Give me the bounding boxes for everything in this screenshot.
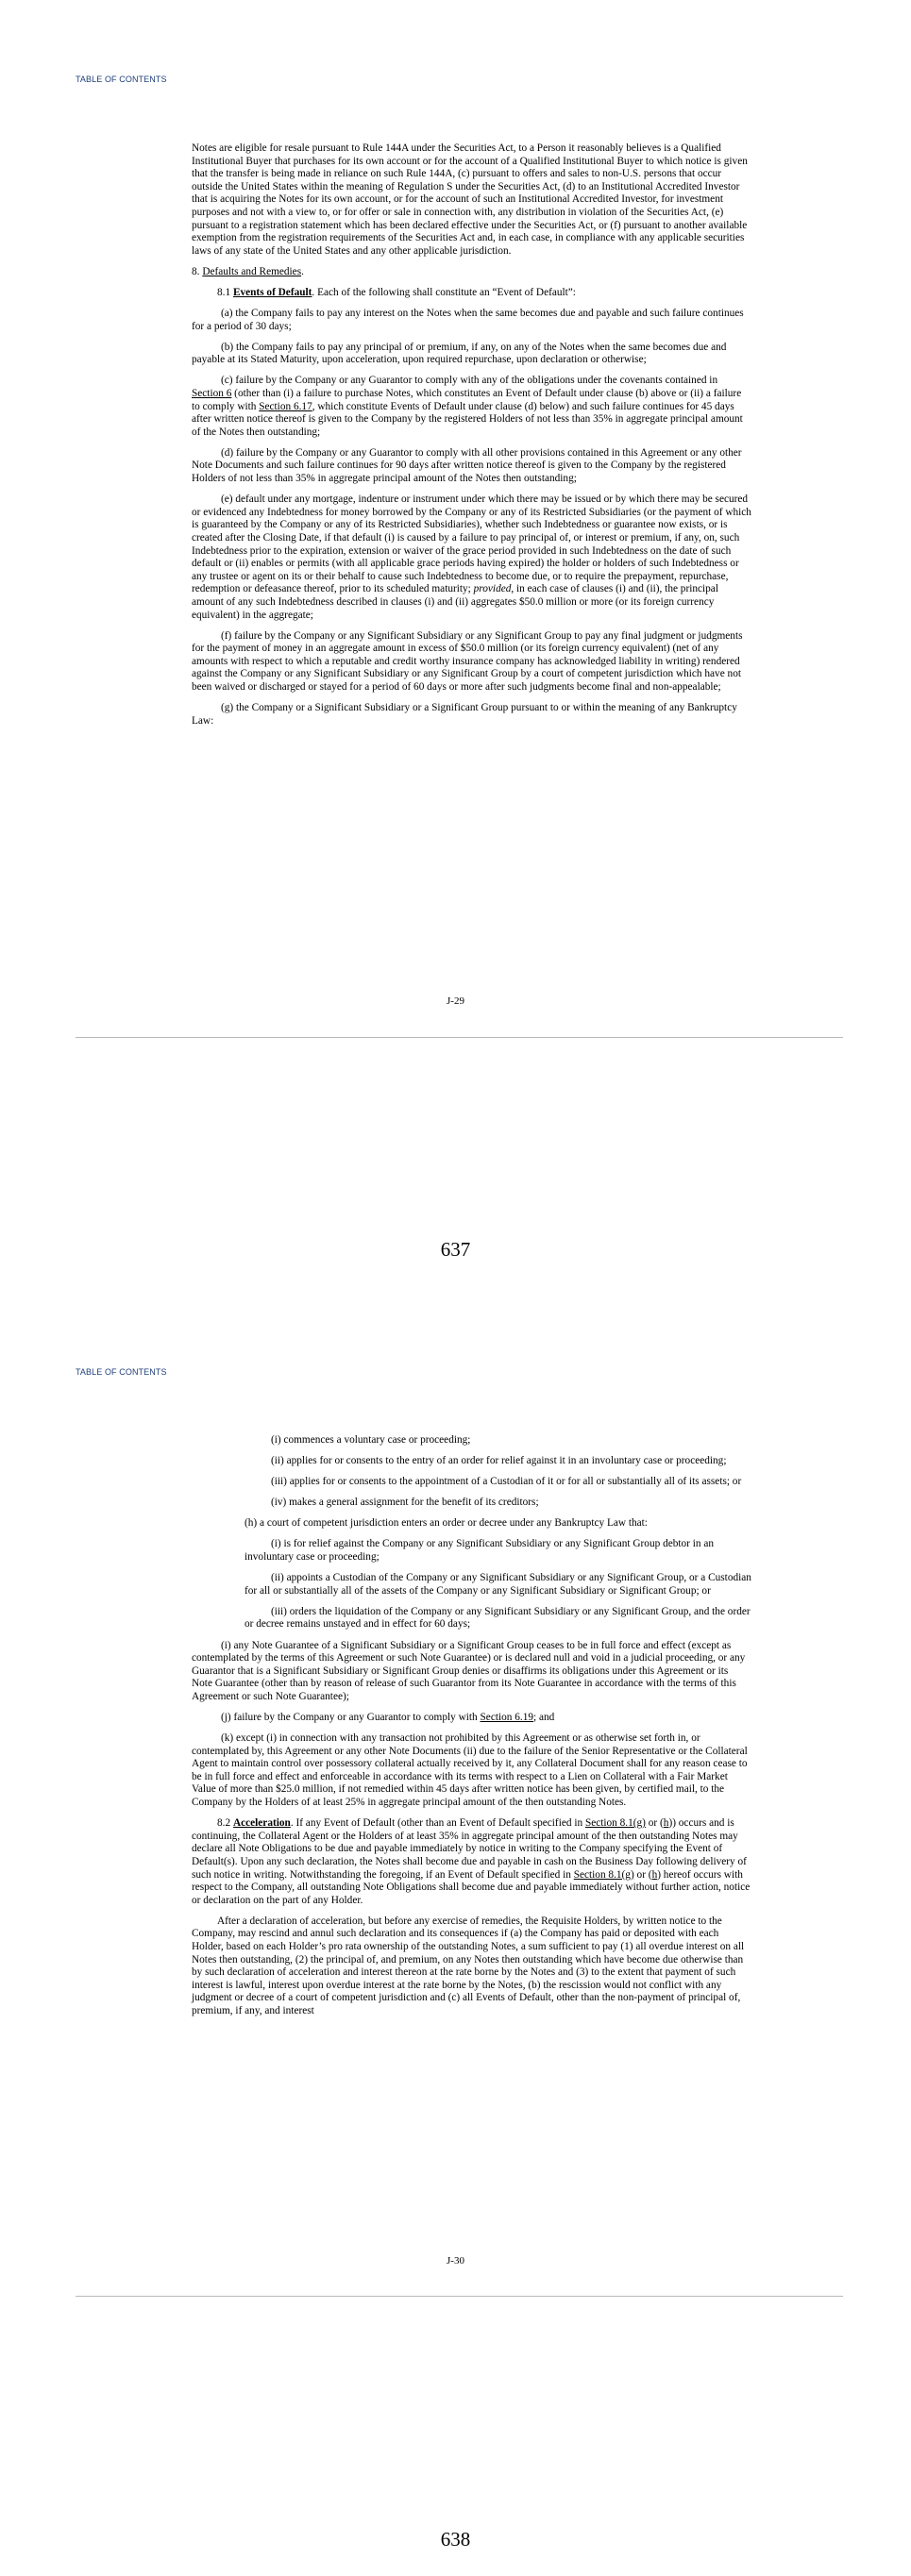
clause-i: (i) any Note Guarantee of a Significant Subsidiary or a Significant Group ceases to be in full force and effect (except as contemplated by the terms of this Agreement or such Note Guarantee) or is declared null and void in a judicial proceeding, or any Guarantor that is a Significant Subsidiary or Significant Group denies or disaffirms its obligations under this Agreement or its Note Guarantee (other than by reason of release of such Guarantor from its Note Guarantee in accordance with the terms of this Agreement or such Note Guarantee); [192,1639,746,1702]
section-8-1-paragraph [192,287,751,300]
section-6-link[interactable]: Section 6 [192,388,232,399]
page-divider [76,2296,843,2297]
section-6-19-link[interactable]: Section 6.19 [480,1712,533,1723]
clause-e: (e) default under any mortgage, indenture or instrument under which there may be issued or by which there may be secured or evidenced any Indebtedness for money borrowed by the Company or any of its Restricted Subsidiaries (or the payment of which is guaranteed by the Company or any of its Restricted Subsidiaries), whether such Indebtedness or guarantee now exists, or is created after the Closing Date, if that default (i) is caused by a failure to pay principal of, or interest or premium, if any, on, such Indebtedness prior to the expiration, extension or waiver of the grace period provided in such Indebtedness on the date of such default or (ii) enables or permits (with all applicable grace periods having expired) the holder or holders of such Indebtedness or any trustee or agent on its or their behalf to cause such Indebtedness to become due, or to require the prepayment, repurchase, redemption or defeasance thereof, prior to its scheduled maturity; provided, in each case of clauses (i) and (ii), the principal amount of any such Indebtedness described in clauses (i) and (ii) aggregates $50.0 million or more (or its foreign currency equivalent) in the aggregate; [192,493,751,621]
section-8-1-g-link[interactable]: Section 8.1(g) [584,1817,646,1830]
clause-h-ii: (ii) appoints a Custodian of the Company or any Significant Subsidiary or any Significant Group, or a Custodian for all or substantially all of the assets of the Company or any Significant Subsidiary or Significant Group; or [245,1572,751,1597]
section-6-17-link[interactable]: Section 6.17 [259,400,312,412]
table-of-contents-link[interactable]: TABLE OF CONTENTS [76,75,167,84]
page-folio-j29: J-29 [447,995,464,1007]
clause-a: (a) the Company fails to pay any interest on the Notes when the same becomes due and payable and such failure continues for a period of 30 days; [192,308,744,332]
intro-paragraph: Notes are eligible for resale pursuant to Rule 144A under the Securities Act, to a Person it reasonably believes is a Qualified Institutional Buyer that purchases for its own account or for the account of a Qualified Institutional Buyer to which notice is given that the transfer is being made in reliance on such Rule 144A, (c) pursuant to offers and sales to non-U.S. persons that occur outside the United States within the meaning of Regulation S under the Securities Act, (d) to an Institutional Accredited Investor that is acquiring the Notes for its own account, or for the account of such an Institutional Accredited Investor, for investment purposes and not with a view to, or for offer or sale in connection with, any distribution in violation of the Securities Act, (e) pursuant to a registration statement which has been declared effective under the Securities Act, or (f) pursuant to another available exemption from the registration requirements of the Securities Act and, in each case, in compliance with any applicable securities laws of any state of the United States and any other applicable jurisdiction. [192,142,748,257]
clause-g-iv: (iv) makes a general assignment for the benefit of its creditors; [271,1497,539,1509]
section-8-1-number: 8.1 [217,286,231,298]
section-8-number: 8. [192,265,200,277]
clause-g-i: (i) commences a voluntary case or proceeding; [271,1434,471,1446]
clause-k: (k) except (i) in connection with any transaction not prohibited by this Agreement or as otherwise set forth in, or contemplated by, this Agreement or any other Note Documents (ii) due to the failure of the Senior Representative or the Collateral Agent to maintain control over possessory collateral actually received by it, any Collateral Document shall for any reason cease to be in full force and effect and enforceable in accordance with its terms with respect to a Lien on Collateral with a Fair Market Value of more than $25.0 million, if not remedied within 45 days after written notice has been given, by certified mail, to the Company by the Holders of at least 25% in aggregate principal amount of the then outstanding Notes. [192,1732,748,1809]
section-8-2-title: Acceleration [232,1817,291,1830]
page-number-637: 637 [440,1238,471,1261]
rescission-paragraph: After a declaration of acceleration, but before any exercise of remedies, the Requisite Holders, by written notice to the Company, may rescind and annul such declaration and its consequences if (a) the Company has paid or deposited with each Holder, based on each Holder’s pro rata ownership of the outstanding Notes, a sum sufficient to pay (1) all overdue interest on all Notes then outstanding, (2) the principal of, and premium, on any Notes then outstanding which have become due otherwise than by such declaration of acceleration and interest thereon at the rate borne by the Notes and (3) to the extent that payment of such interest is lawful, interest upon overdue interest at the rate borne by the Notes, (b) the rescission would not conflict with any judgment or decree of a court of competent jurisdiction and (c) all Events of Default, other than the non-payment of principal of, premium, if any, and interest [192,1915,745,2016]
clause-h: (h) a court of competent jurisdiction enters an order or decree under any Bankruptcy Law that: [245,1517,648,1530]
clause-d: (d) failure by the Company or any Guarantor to comply with all other provisions contained in this Agreement or any other Note Documents and such failure continues for 90 days after written notice thereof is given to the Company by the registered Holders of not less than 35% in aggregate principal amount of the Notes then outstanding; [192,446,742,485]
section-8-2-paragraph: 8.2 Acceleration. If any Event of Default (other than an Event of Default specified in Section 8.1(g) or (h)) occurs and is continuing, the Collateral Agent or the Holders of at least 35% in aggregate principal amount of the then outstanding Notes may declare all Note Obligations to be due and payable immediately by notice in writing to the Company specifying the Event of Default(s). Upon any such declaration, the Notes shall become due and payable in cash on the Business Day following delivery of such notice in writing. Notwithstanding the foregoing, if an Event of Default specified in Section 8.1(g) or (h) hereof occurs with respect to the Company, all outstanding Note Obligations shall become due and payable immediately without further action, notice or declaration on the part of any Holder. [192,1817,751,1906]
section-8-1-title: Events of Default [232,286,312,298]
table-of-contents-link[interactable]: TABLE OF CONTENTS [76,1367,167,1377]
page-divider [76,1037,843,1038]
section-8-1-h-link-2[interactable]: h [651,1868,658,1881]
clause-c: (c) failure by the Company or any Guarantor to comply with any of the obligations under the covenants contained in Section 6 (other than (i) a failure to purchase Notes, which constitutes an Event of Default under clause (b) above or (ii) a failure to comply with Section 6.17, which constitute Events of Default under clause (d) below) and such failure continues for 45 days after written notice thereof is given to the Company by the registered Holders of not less than 35% in aggregate principal amount of the Notes then outstanding; [192,375,743,438]
page-folio-j30: J-30 [447,2255,464,2267]
clause-h-iii: (iii) orders the liquidation of the Company or any Significant Subsidiary or any Significant Group, and the order or decree remains unstayed and in effect for 60 days; [245,1605,751,1631]
section-8-1-g-link-2[interactable]: Section 8.1(g) [573,1868,634,1881]
clause-j: (j) failure by the Company or any Guarantor to comply with Section 6.19; and [221,1712,555,1723]
section-8-1-text: . Each of the following shall constitute an “Event of Default”: [312,286,576,298]
clause-b: (b) the Company fails to pay any principal of or premium, if any, on any of the Notes when the same becomes due and payable at its Stated Maturity, upon acceleration, upon required repurchase, upon declaration or otherwise; [192,341,727,366]
page-j29-body [192,142,751,736]
section-8-title: Defaults and Remedies [202,265,302,277]
clause-g-ii: (ii) applies for or consents to the entry of an order for relief against it in an involuntary case or proceeding; [271,1455,727,1467]
section-8-2-number: 8.2 [217,1817,231,1830]
section-8-heading: 8. Defaults and Remedies. [192,265,304,277]
clause-g-iii: (iii) applies for or consents to the appointment of a Custodian of it or for all or substantially all of its assets; or [271,1476,742,1488]
clause-h-i: (i) is for relief against the Company or any Significant Subsidiary or any Significant Group debtor in an involuntary case or proceeding; [245,1538,715,1564]
clause-g: (g) the Company or a Significant Subsidiary or a Significant Group pursuant to or within the meaning of any Bankruptcy Law: [192,702,737,727]
page-number-638: 638 [440,2528,471,2551]
section-8-1-h-link[interactable]: h [663,1817,669,1830]
page-j30-body [192,1434,751,2026]
clause-f: (f) failure by the Company or any Significant Subsidiary or any Significant Group to pay any final judgment or judgments for the payment of money in an aggregate amount in excess of $50.0 million (or its foreign currency equivalent) (net of any amounts with respect to which a reputable and credit worthy insurance company has acknowledged liability in writing) rendered against the Company or any Significant Subsidiary or any Significant Group by a court of competent jurisdiction which have not been waived or discharged or stayed for a period of 60 days or more after such judgments become final and non-appealable; [192,629,743,693]
